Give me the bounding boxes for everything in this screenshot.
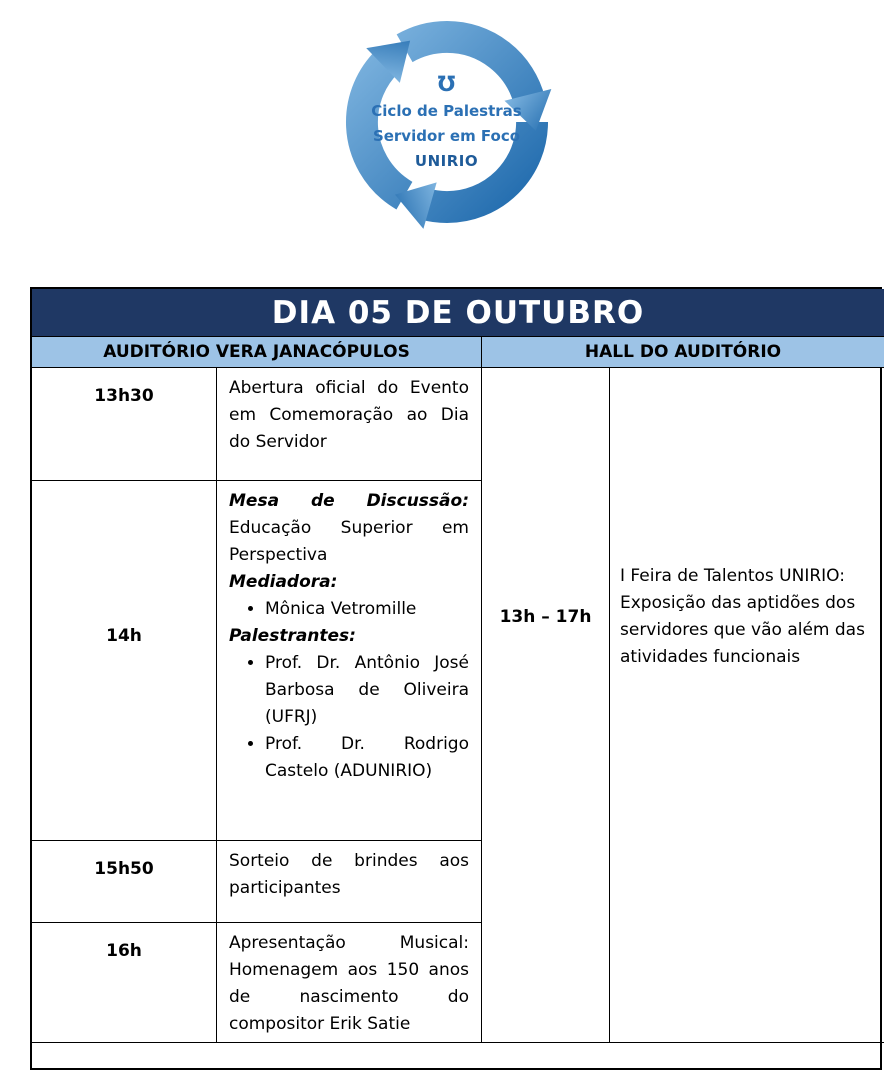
time-cell-1550 [32,841,217,923]
logo-title: Ciclo de Palestras [371,102,522,120]
event-logo [331,6,563,238]
day-title: DIA 05 DE OUTUBRO [32,289,884,337]
description-cell-raffle [217,841,482,923]
event-description: I Feira de Talentos UNIRIO: Exposição das aptidões dos servidores que vão além das atividades funcionais [620,566,865,667]
time-label: 15h50 [94,859,154,879]
mediator-list [229,596,469,623]
column-header-auditorio: AUDITÓRIO VERA JANACÓPULOS [32,337,482,368]
mediator-label: Mediadora: [229,572,338,592]
hall-description-cell [610,368,884,1043]
event-description: Sorteio de brindes aos participantes [229,851,469,898]
panel-title: Mesa de Discussão: [229,491,469,511]
speakers-list [229,650,469,785]
mediator-name: • Mônica Vetromille [265,596,469,623]
time-label: 13h – 17h [499,607,592,627]
event-description: Abertura oficial do Evento em Comemoração ao Dia do Servidor [229,378,469,452]
empty-row [32,1043,884,1068]
panel-topic: Educação Superior em Perspectiva [229,518,469,565]
description-cell-opening [217,368,482,481]
speakers-label: Palestrantes: [229,626,356,646]
logo-subtitle: Servidor em Foco [372,127,521,145]
description-cell-panel [217,481,482,841]
event-description: Apresentação Musical: Homenagem aos 150 anos de nascimento do compositor Erik Satie [229,933,469,1034]
time-label: 13h30 [94,386,154,406]
logo-org-name: UNIRIO [414,152,479,170]
time-cell-1330 [32,368,217,481]
logo-section [0,0,893,287]
time-cell-14h [32,481,217,841]
panel-title-line [229,488,469,569]
time-label: 14h [106,625,142,646]
time-cell-16h [32,923,217,1043]
schedule-table [30,287,882,1070]
time-label: 16h [106,941,142,961]
hall-time-cell [482,368,610,1043]
speaker-list-item: • Prof. Dr. Rodrigo Castelo (ADUNIRIO) [265,731,469,785]
logo-text [331,6,563,238]
column-header-hall: HALL DO AUDITÓRIO [482,337,884,368]
unirio-symbol-icon: ℧ [437,72,456,96]
speaker-list-item: • Prof. Dr. Antônio José Barbosa de Oliveira (UFRJ) [265,650,469,731]
description-cell-music [217,923,482,1043]
